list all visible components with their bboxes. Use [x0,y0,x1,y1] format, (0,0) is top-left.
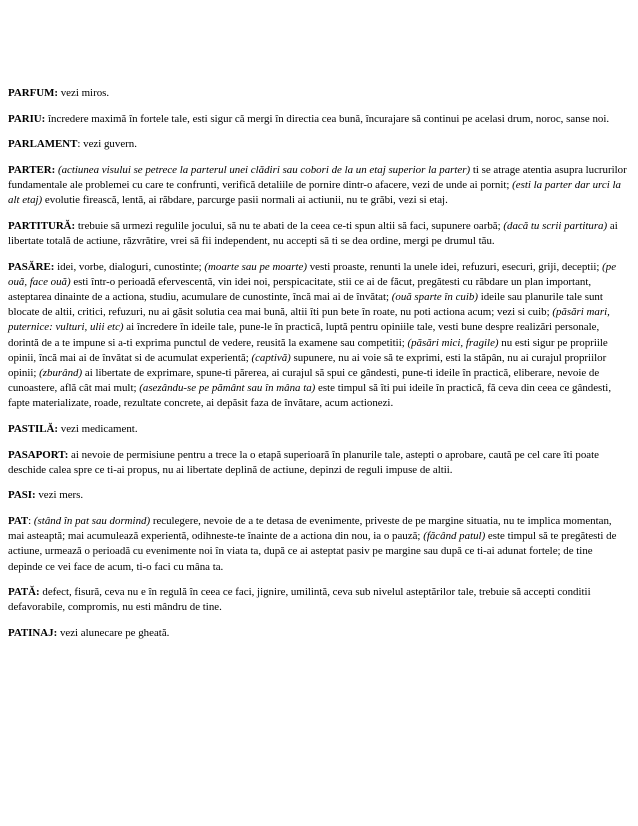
definition-text: trebuie să urmezi regulile jocului, să nu te abati de la ceea ce-ti spun altii să faci, supunere oarbă; [75,219,504,232]
entry-patinaj [8,626,628,641]
entry-parter [8,163,628,209]
definition-text: : [28,514,34,527]
headword: PATINAJ: [8,626,58,639]
headword: PARIU: [8,112,46,125]
entry-parlament [8,137,628,152]
context-note: (zburând) [39,367,83,379]
context-note: (ouă sparte în cuib) [391,290,478,303]
headword: PAT [8,514,29,527]
entry-pastila [8,422,628,437]
definition-text: vesti proaste, renunti la unele idei, refuzuri, esecuri, griji, deceptii; [306,260,603,273]
entry-pasare [8,260,628,412]
entry-pasaport [8,448,628,478]
definition-text: ti se atrage atentia asupra lucrurilor fundamentale ale problemei cu care te confrunti, verifică detaliile de pornire dintr-o afacere, vezi de unde ai pornit; [8,163,627,191]
definition-text: ai nevoie de permisiune pentru a trece la o etapă superioară în planurile tale, astepti o aprobare, caută pe cel care îti poate deschide calea spre ce ti-ai propus, nu ai libertate deplină de actiune, depinzi de reguli impuse de altii. [8,448,599,476]
definition-text: : vezi guvern. [77,138,137,151]
context-note: (pe ouă, face ouă) [8,260,617,288]
definition-text: vezi medicament. [58,423,138,435]
definition-text: reculegere, nevoie de a te detasa de evenimente, priveste de pe margine situatia, nu te implica momentan, mai asteaptă; mai acumulează experientă, odihneste-te înainte de a actiona din nou, ia o pauză; [8,514,612,543]
context-note: (esti la parter dar urci la alt etaj) [8,178,621,207]
headword: PARFUM: [8,87,58,99]
dictionary-page [8,86,628,652]
context-note: (asezându-se pe pământ sau în mâna ta) [139,382,316,395]
entry-pasi [8,488,628,503]
definition-text: esti într-o perioadă efervescentă, vin idei noi, perspicacitate, stii ce ai de făcut, pregătesti cu răbdare un plan important, asteptarea dinainte de a actiona, studiu, acumulare de cunostinte, încă mai ai de învătat; [8,275,592,303]
definition-text: este timpul să te pregătesti de actiune, urmează o perioadă cu evenimente noi în viata ta, după ce ai asteptat pasiv pe margine sau după ce ti-ai adunat fortele; de tine depinde ce vei face de acum, ti-o faci cu mâna ta. [8,530,617,573]
headword: PASI: [8,489,36,502]
context-note: (păsări mici, fragile) [407,336,499,349]
definition-text: supunere, nu ai voie să te exprimi, esti la stăpân, nu ai curajul propriilor opinii; [8,351,607,379]
definition-text: vezi mers. [35,489,84,502]
definition-text: nu esti sigur pe propriile opinii, încă mai ai de învătat si de acumulat experientă; [8,336,608,364]
entry-partitura [8,219,628,249]
headword: PASAPORT: [8,448,69,461]
context-note: (dacă tu scrii partitura) [503,219,608,232]
headword: PARTITURĂ: [8,219,76,232]
definition-text: ai libertate de exprimare, spune-ti părerea, ai curajul să spui ce gândesti, pune-ti ideile în practică, eliberare, nevoie de cunoastere, află cât mai mult; [8,367,600,395]
definition-text: ai încredere în ideile tale, pune-le în practică, luptă pentru opiniile tale, vesti bune despre realizări personale, dorintă de a te impune si a-ti exprima punctul de vedere, reusită la examene sau competitii; [8,321,600,349]
entry-parfum [8,86,628,101]
definition-text: este timpul să îti pui ideile în practică, fă ceva din ceea ce gândesti, fapte materializate, roade, rezultate concrete, ai depăsit faza de învătare, acum actionezi. [8,382,612,410]
definition-text: idei, vorbe, dialoguri, cunostinte; [54,260,205,273]
context-note: (păsări mari, puternice: vulturi, ulii etc) [8,306,610,334]
headword: PARTER: [8,163,56,176]
headword: PASĂRE: [8,260,55,273]
definition-text: vezi alunecare pe gheată. [57,626,170,639]
definition-text: evolutie firească, lentă, ai răbdare, parcurge pasii normali ai actiunii, nu te grăbi, vezi si etaj. [42,194,448,207]
definition-text: ideile sau planurile tale sunt blocate de altii, critici, refuzuri, nu ai găsit solutia cea mai bună, altii îti pun bete în roate, nu poti actiona acum; vezi si cuib; [8,290,603,319]
context-note: (captivă) [251,351,291,364]
context-note: (actiunea visului se petrece la parterul unei clădiri sau cobori de la un etaj superior la parter) [57,163,471,176]
entry-pariu [8,112,628,127]
entry-pat [8,514,628,575]
context-note: (moarte sau pe moarte) [204,260,307,273]
context-note: (făcând patul) [423,530,486,543]
headword: PATĂ: [8,586,40,599]
definition-text: vezi miros. [58,87,110,99]
definition-text: ai libertate totală de actiune, răzvrătire, vrei să fii independent, nu accepti să ti se dea ordine, mergi pe drumul tău. [8,219,618,247]
entry-pata [8,585,628,615]
definition-text: încredere maximă în fortele tale, esti sigur că mergi în directia cea bună, încurajare să continui pe acelasi drum, noroc, sanse noi. [45,112,610,125]
definition-text: defect, fisură, ceva nu e în regulă în ceea ce faci, jignire, umilintă, ceva sub nivelul asteptărilor tale, trebuie să accepti conditii defavorabile, compromis, nu esti mândru de tine. [8,586,591,614]
context-note: (stând în pat sau dormind) [33,514,151,527]
headword: PASTILĂ: [8,423,59,435]
headword: PARLAMENT [8,138,78,151]
